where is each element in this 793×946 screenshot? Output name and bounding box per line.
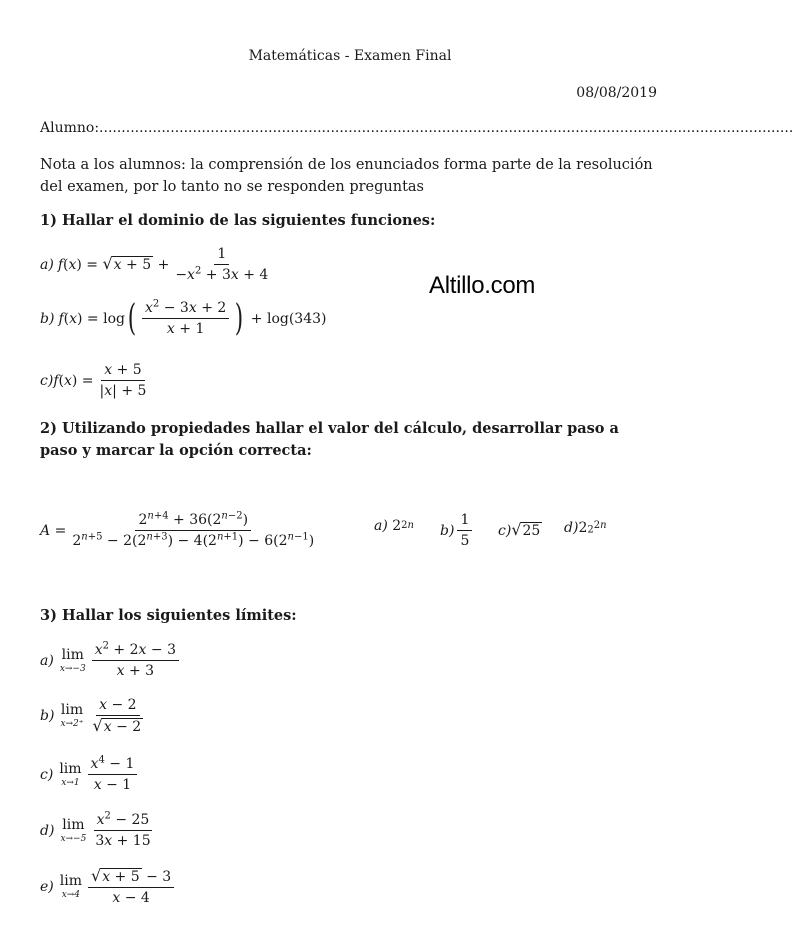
q1-b-label: b) — [40, 310, 55, 327]
question-2-title: 2) Utilizando propiedades hallar el valor del cálculo, desarrollar paso a paso y marcar la opción correcta: — [40, 420, 619, 459]
q3-item-b: b) lim x→2⁺ x − 2 √ x − 2 — [40, 697, 142, 735]
q1-item-b: b) f ( x ) = log ( $\frac{x^2 - 3x + 2}{x + 1}$ ) + log(343) — [40, 297, 327, 339]
q3-item-e: e) lim x→4 √ x + 5 − 3 x − 4 — [40, 868, 177, 906]
student-name-line: Alumno:............................................................................................................................................................ — [40, 120, 793, 136]
question-1-title: 1) Hallar el dominio de las siguientes funciones: — [40, 212, 436, 229]
question-3-title: 3) Hallar los siguientes límites: — [40, 607, 297, 624]
q3-item-c: c) lim x→1 $\frac{x^4 - 1}{x - 1}$ — [40, 756, 140, 793]
q3-item-a: a) lim x→−3 $\frac{x^2 + 2x - 3}{x + 3}$ — [40, 642, 182, 679]
watermark-logo: Altillo.com — [429, 272, 536, 299]
q1-item-a: a) f ( x ) = √ x + 5 + $\frac{1}{-x^2 + 3x + 4}$ — [40, 246, 269, 283]
q1-item-c: c) f ( x ) = $\frac{x + 5}{|x| + 5}$ — [40, 362, 147, 399]
exam-date: 08/08/2019 — [576, 85, 657, 101]
q2-option-a: a) 2 2n — [374, 518, 414, 534]
q1-a-label: a) — [40, 256, 54, 273]
q3-item-d: d) lim x→−5 $\frac{x^2 - 25}{3x + 15}$ — [40, 810, 151, 849]
instructions-note: Nota a los alumnos: la comprensión de los enunciados forma parte de la resolución del examen, por lo tanto no se responden preguntas — [40, 157, 653, 195]
q2-option-d: d) 2 $2^{2n}$ — [564, 519, 607, 536]
q1-c-label: c) — [40, 372, 54, 389]
exam-title: Matemáticas - Examen Final — [248, 48, 452, 64]
q2-expression: A = $\frac{2^{n+4} + 36(2^{n-2})}{2^{n+5} - 2(2^{n+3}) - 4(2^{n+1}) - 6(2^{n-1})}$ — [40, 510, 315, 549]
q2-option-c: c) √ 25 — [498, 520, 541, 539]
q2-option-b: b) $\frac{1}{5}$ — [440, 512, 475, 549]
